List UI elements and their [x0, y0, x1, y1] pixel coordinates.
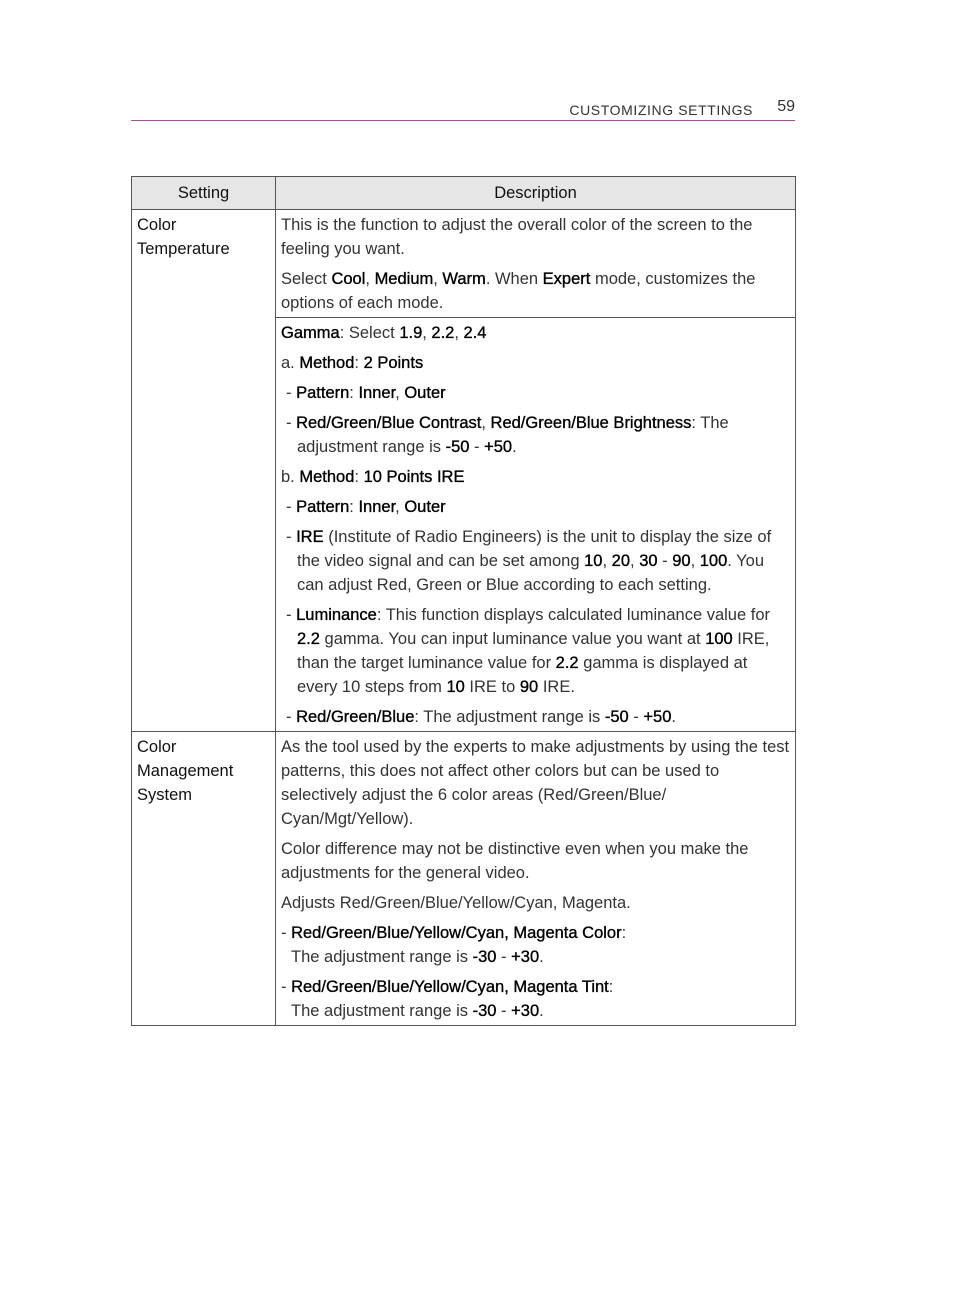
cms-p1: As the tool used by the experts to make adjustments by using the test patterns, this does not affect other colors but can be used to selectively adjust the 6 color areas (Red/Green/Blue/ Cyan/Mgt/Yellow). [281, 738, 790, 828]
table-row-color-management-system [132, 732, 796, 1026]
method-b-pattern: - Pattern: Inner, Outer [286, 498, 446, 516]
column-header-setting: Setting [132, 177, 276, 210]
table-row-color-temperature [132, 210, 796, 318]
section-title: CUSTOMIZING SETTINGS [569, 102, 753, 118]
setting-name-color-management-system: Color Management System [132, 732, 276, 1026]
gamma-select: Gamma: Select 1.9, 2.2, 2.4 [281, 324, 487, 342]
method-b-rgb: - Red/Green/Blue: The adjustment range is -50 - +50. [286, 708, 677, 726]
description-gamma [276, 318, 796, 732]
method-b-luminance: - Luminance: This function displays calculated luminance value for 2.2 gamma. You can input luminance value you want at 100 IRE, than the target luminance value for 2.2 gamma is displayed at every 10 steps from 10 IRE to 90 IRE. [286, 606, 770, 696]
cms-color-range: - Red/Green/Blue/Yellow/Cyan, Magenta Color: The adjustment range is -30 - +30. [281, 924, 627, 966]
page-number: 59 [777, 98, 795, 115]
cms-p3: Adjusts Red/Green/Blue/Yellow/Cyan, Magenta. [281, 894, 631, 912]
cms-tint-range: - Red/Green/Blue/Yellow/Cyan, Magenta Tint: The adjustment range is -30 - +30. [281, 978, 614, 1020]
method-b-ire: - IRE (Institute of Radio Engineers) is the unit to display the size of the video signal and can be set among 10, 20, 30 - 90, 100. You can adjust Red, Green or Blue according to each setting. [286, 528, 772, 594]
cms-p2: Color difference may not be distinctive even when you make the adjustments for the general video. [281, 840, 749, 882]
ct-intro: This is the function to adjust the overall color of the screen to the feeling you want. [281, 216, 753, 258]
settings-table [131, 176, 796, 1026]
description-color-temperature [276, 210, 796, 318]
column-header-description: Description [276, 177, 796, 210]
setting-name-color-temperature: Color Temperature [132, 210, 276, 732]
method-a: a. Method: 2 Points [281, 354, 424, 372]
description-color-management-system [276, 732, 796, 1026]
method-a-pattern: - Pattern: Inner, Outer [286, 384, 446, 402]
method-a-contrast-brightness: - Red/Green/Blue Contrast, Red/Green/Blue Brightness: The adjustment range is -50 - +50. [286, 414, 729, 456]
table-header-row [132, 177, 796, 210]
method-b: b. Method: 10 Points IRE [281, 468, 465, 486]
ct-select: Select Cool, Medium, Warm. When Expert mode, customizes the options of each mode. [281, 270, 756, 312]
page-header [131, 96, 795, 121]
